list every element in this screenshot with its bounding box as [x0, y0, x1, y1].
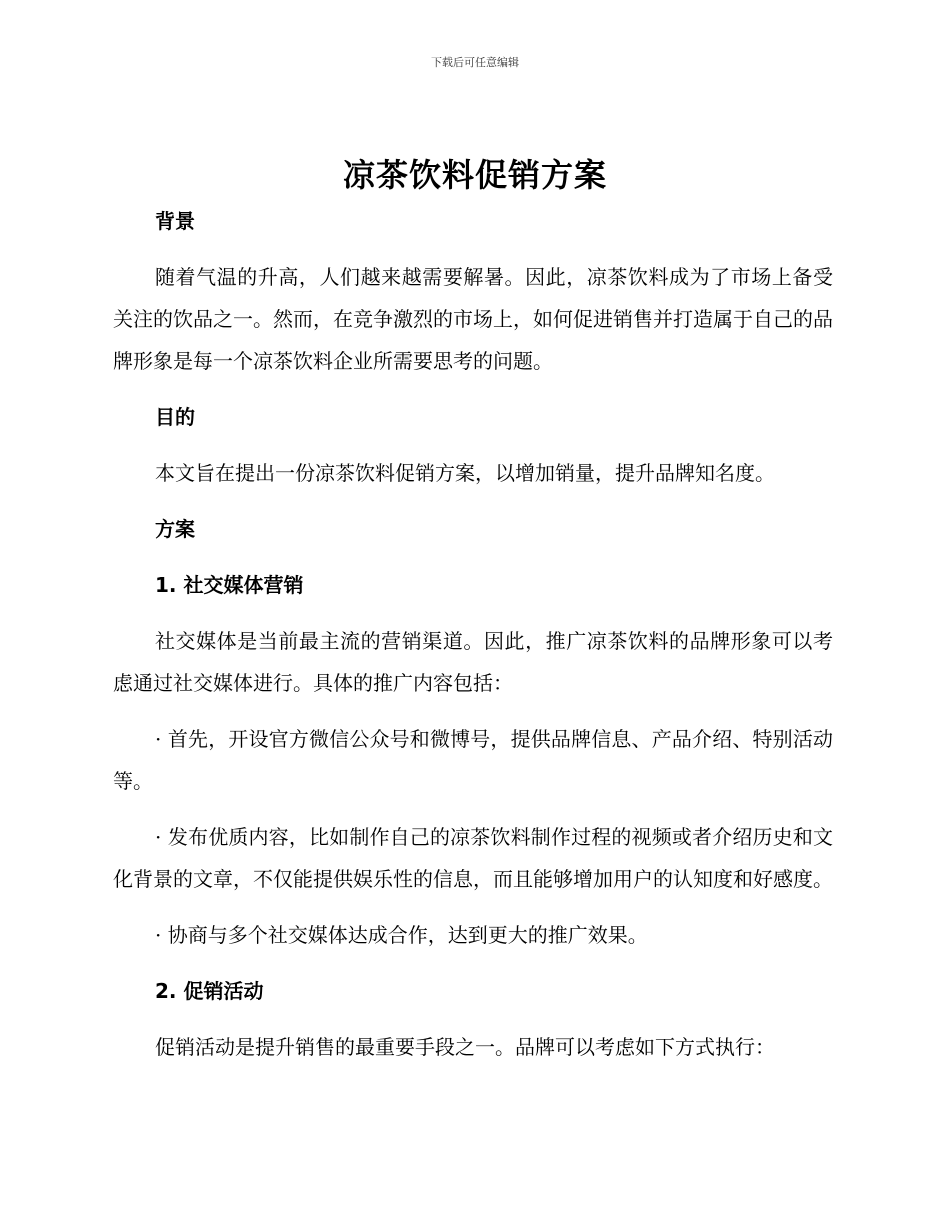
section-heading-purpose: 目的	[155, 405, 195, 429]
paragraph-social-media: 社交媒体是当前最主流的营销渠道。因此，推广凉茶饮料的品牌形象可以考虑通过社交媒体进行。具体的推广内容包括：	[113, 629, 833, 695]
paragraph-promotion: 促销活动是提升销售的最重要手段之一。品牌可以考虑如下方式执行：	[155, 1035, 775, 1059]
bullet-social-1: · 首先，开设官方微信公众号和微博号，提供品牌信息、产品介绍、特别活动等。	[113, 727, 833, 793]
subsection-heading-promotion: 2. 促销活动	[155, 979, 264, 1003]
bullet-social-2: · 发布优质内容，比如制作自己的凉茶饮料制作过程的视频或者介绍历史和文化背景的文章，不仅能提供娱乐性的信息，而且能够增加用户的认知度和好感度。	[113, 825, 833, 891]
bullet-social-3: · 协商与多个社交媒体达成合作，达到更大的推广效果。	[155, 923, 648, 947]
header-note: 下载后可任意编辑	[431, 56, 519, 69]
document-title: 凉茶饮料促销方案	[342, 156, 607, 194]
document-body	[113, 200, 833, 1068]
subsection-heading-social-media: 1. 社交媒体营销	[155, 573, 304, 597]
section-heading-plan: 方案	[155, 517, 195, 541]
paragraph-purpose: 本文旨在提出一份凉茶饮料促销方案，以增加销量，提升品牌知名度。	[155, 461, 775, 485]
section-heading-background: 背景	[155, 209, 195, 233]
paragraph-background: 随着气温的升高，人们越来越需要解暑。因此，凉茶饮料成为了市场上备受关注的饮品之一。然而，在竞争激烈的市场上，如何促进销售并打造属于自己的品牌形象是每一个凉茶饮料企业所需要思考的问题。	[113, 265, 833, 373]
